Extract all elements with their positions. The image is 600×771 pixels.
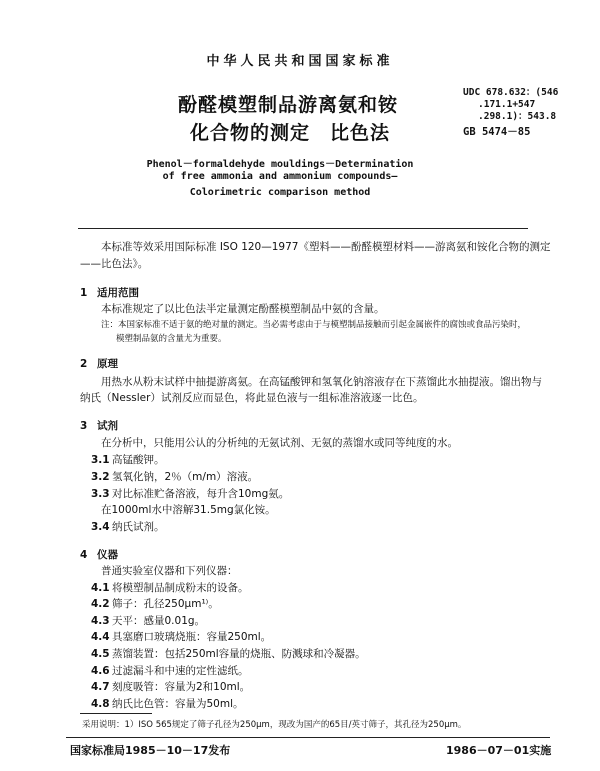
section-4-intro: 普通实验室仪器和下列仪器： [101, 565, 238, 577]
item-number: 4.5 [91, 648, 110, 660]
item-text: 蒸馏装置：包括250ml容量的烧瓶、防溅球和冷凝器。 [112, 648, 366, 660]
item-text: 刻度吸管：容量为2和10ml。 [112, 681, 251, 693]
chinese-title-line1: 酚醛模塑制品游离氨和铵 [178, 94, 399, 116]
section-2-line2: 纳氏（Nessler）试剂反应而显色，将此显色液与一组标准溶液逐一比色。 [80, 392, 424, 404]
section-4-item-3 [91, 613, 205, 628]
item-text: 纳氏比色管：容量为50ml。 [112, 698, 244, 710]
item-number: 4.1 [91, 582, 110, 594]
section-4-item-8 [91, 696, 244, 711]
item-number: 3.2 [91, 471, 110, 483]
section-4-item-2 [91, 596, 219, 611]
section-2-number: 2 [80, 358, 88, 370]
item-text: 氢氧化钠，2％（m/m）溶液。 [112, 471, 259, 483]
chinese-title-line2: 化合物的测定 比色法 [190, 122, 391, 144]
section-3-item-3 [91, 486, 289, 501]
english-title-line2: of free ammonia and ammonium compounds— [162, 171, 398, 182]
item-text: 对比标准贮备溶液，每升含10mg氨。 [112, 488, 290, 500]
footnote: 采用说明：1）ISO 565规定了筛子孔径为250μm，现改为国产的65目/英寸筛子，其孔径为250μm。 [82, 720, 467, 730]
item-text: 纳氏试剂。 [112, 521, 165, 533]
item-number: 4.2 [91, 598, 110, 610]
item-text: 将模塑制品制成粉末的设备。 [112, 582, 249, 594]
section-1-heading [80, 285, 139, 300]
item-number: 4.4 [91, 631, 110, 643]
intro-line2: ——比色法》。 [80, 258, 149, 270]
item-text: 具塞磨口玻璃烧瓶：容量250ml。 [112, 631, 272, 643]
english-title-line3: Colorimetric comparison method [189, 187, 371, 198]
section-1-number: 1 [80, 287, 88, 299]
intro-line1: 本标准等效采用国际标准 ISO 120—1977《塑料——酚醛模塑材料——游离氨和铵化合物的测定 [101, 241, 551, 253]
section-3-heading [80, 418, 118, 433]
section-3-item-4 [91, 519, 165, 534]
section-1-text: 本标准规定了以比色法半定量测定酚醛模塑制品中氨的含量。 [101, 303, 385, 315]
section-4-number: 4 [80, 549, 88, 561]
section-3-title: 试剂 [97, 420, 118, 432]
effective-date: 1986－07－01实施 [446, 744, 552, 757]
section-1-title: 适用范围 [97, 287, 139, 299]
section-3-intro: 在分析中，只能用公认的分析纯的无氨试剂、无氨的蒸馏水或同等纯度的水。 [101, 437, 458, 449]
english-title-line1: Phenol－formaldehyde mouldings－Determination [146, 159, 414, 170]
item-number: 4.7 [91, 681, 110, 693]
section-2-heading [80, 356, 118, 371]
section-3-item-1 [91, 452, 165, 467]
udc-line3: .298.1)：543.8 [478, 111, 557, 122]
item-text: 天平：感量0.01g。 [112, 615, 206, 627]
section-4-item-1 [91, 580, 249, 595]
item-number: 4.8 [91, 698, 110, 710]
section-1-note-line1: 注：本国家标准不适于氨的绝对量的测定。当必需考虑由于与模塑制品接触而引起金属嵌件的腐蚀或食品污染时， [101, 320, 527, 330]
udc-line2: .171.1+547 [478, 99, 536, 110]
section-4-item-6 [91, 663, 249, 678]
footer-rule [66, 737, 550, 738]
udc-line1: UDC 678.632：(546 [463, 87, 559, 98]
section-2-title: 原理 [97, 358, 118, 370]
section-3-number: 3 [80, 420, 88, 432]
section-4-title: 仪器 [97, 549, 118, 561]
section-3-item-2 [91, 469, 258, 484]
item-number: 4.6 [91, 665, 110, 677]
item-text: 高锰酸钾。 [112, 454, 165, 466]
section-1-note-line2: 模塑制品氨的含量尤为重要。 [116, 334, 227, 344]
header-rule [78, 228, 528, 229]
item-text: 筛子：孔径250μm¹⁾。 [112, 598, 219, 610]
section-4-item-5 [91, 646, 366, 661]
item-number: 3.4 [91, 521, 110, 533]
issued-date: 国家标准局1985－10－17发布 [70, 744, 231, 757]
section-3-extra: 在1000ml水中溶解31.5mg氯化铵。 [101, 504, 276, 516]
item-number: 4.3 [91, 615, 110, 627]
item-number: 3.1 [91, 454, 110, 466]
section-4-heading [80, 547, 118, 562]
section-2-line1: 用热水从粉末试样中抽提游离氨。在高锰酸钾和氢氧化钠溶液存在下蒸馏此水抽提液。馏出物与 [101, 376, 542, 388]
section-4-item-4 [91, 629, 271, 644]
item-text: 过滤漏斗和中速的定性滤纸。 [112, 665, 249, 677]
gb-number: GB 5474－85 [463, 126, 531, 138]
item-number: 3.3 [91, 488, 110, 500]
footnote-rule [80, 713, 152, 714]
standard-header: 中华人民共和国国家标准 [206, 54, 394, 69]
section-4-item-7 [91, 679, 250, 694]
